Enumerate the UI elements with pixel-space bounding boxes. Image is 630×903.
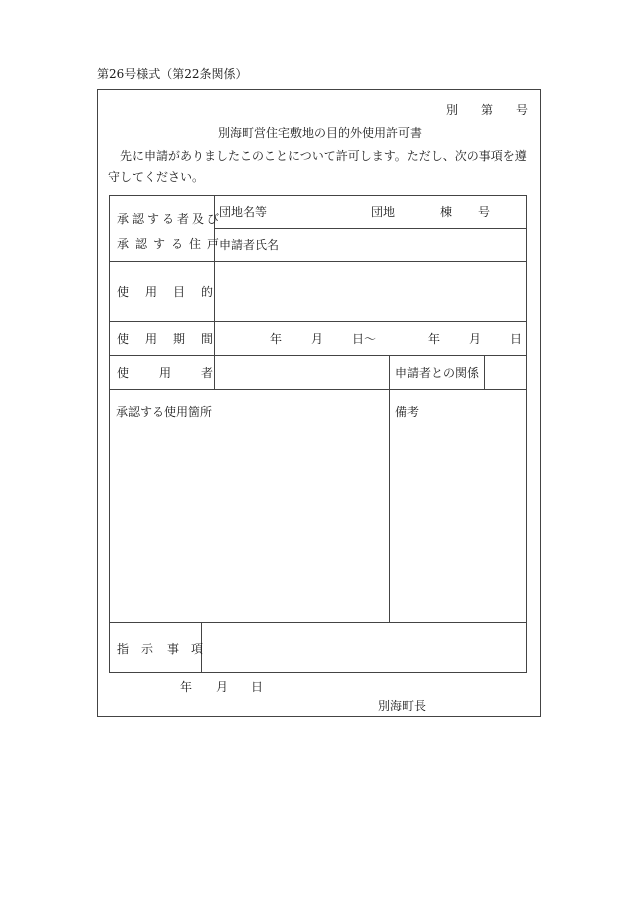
approver-char: 戸 xyxy=(207,237,220,251)
relation-field[interactable] xyxy=(487,358,523,386)
period-end-month: 月 xyxy=(469,332,482,346)
relation-label: 申請者との関係 xyxy=(395,366,480,380)
approver-char: 者 xyxy=(177,212,190,226)
location-field[interactable] xyxy=(113,425,385,618)
period-start-day: 日～ xyxy=(352,332,377,346)
period-start-year: 年 xyxy=(270,332,283,346)
row-divider-danchi xyxy=(214,228,527,229)
number-unit: 号 xyxy=(478,205,491,219)
remarks-field[interactable] xyxy=(393,425,523,618)
remarks-label: 備考 xyxy=(395,405,420,419)
row-divider-approver xyxy=(109,261,527,262)
approver-char: す xyxy=(153,237,166,251)
row-divider-purpose xyxy=(109,321,527,322)
purpose-char: 用 xyxy=(145,285,158,299)
user-char: 使 xyxy=(117,366,130,380)
approver-char: る xyxy=(171,237,184,251)
table-border-top xyxy=(109,195,527,196)
approver-char: 住 xyxy=(189,237,202,251)
table-border-right xyxy=(526,195,527,673)
intro-line-1: 先に申請がありましたこのことについて許可します。ただし、次の事項を遵 xyxy=(120,149,527,163)
period-char: 期 xyxy=(173,332,186,346)
approver-char: 承 xyxy=(117,212,130,226)
instructions-char: 項 xyxy=(191,642,204,656)
approver-char: 認 xyxy=(135,237,148,251)
period-end-year: 年 xyxy=(428,332,441,346)
danchi-name-label: 団地名等 xyxy=(219,205,268,219)
purpose-char: 使 xyxy=(117,285,130,299)
user-label-divider xyxy=(214,355,215,389)
location-label: 承認する使用箇所 xyxy=(116,405,213,419)
date-month: 月 xyxy=(216,680,229,694)
row-divider-period xyxy=(109,355,527,356)
intro-line-2: 守してください。 xyxy=(108,170,205,184)
form-reference: 第26号様式（第22条関係） xyxy=(97,67,248,81)
danchi-name-field[interactable] xyxy=(290,201,365,223)
approver-char: 及 xyxy=(192,212,205,226)
date-day: 日 xyxy=(251,680,264,694)
doc-number-prefix: 別 xyxy=(446,103,459,117)
instructions-char: 事 xyxy=(167,642,180,656)
table-border-left xyxy=(109,195,110,673)
purpose-char: 的 xyxy=(201,285,214,299)
document-title: 別海町営住宅敷地の目的外使用許可書 xyxy=(218,126,423,140)
period-start-month: 月 xyxy=(311,332,324,346)
issuer: 別海町長 xyxy=(378,699,427,713)
user-field[interactable] xyxy=(218,358,386,386)
user-char: 用 xyxy=(159,366,172,380)
relation-divider xyxy=(484,355,485,389)
danchi-unit: 団地 xyxy=(371,205,396,219)
approver-char: び xyxy=(207,212,220,226)
instructions-char: 示 xyxy=(141,642,154,656)
purpose-char: 目 xyxy=(173,285,186,299)
approver-char: 承 xyxy=(117,237,130,251)
location-remarks-divider xyxy=(389,355,390,623)
period-char: 間 xyxy=(201,332,214,346)
table-border-bottom xyxy=(109,672,527,673)
period-char: 使 xyxy=(117,332,130,346)
doc-number-go: 号 xyxy=(516,103,529,117)
building-unit: 棟 xyxy=(440,205,453,219)
approver-char: る xyxy=(162,212,175,226)
instructions-field[interactable] xyxy=(205,626,523,669)
purpose-field[interactable] xyxy=(218,265,523,318)
approver-char: 認 xyxy=(132,212,145,226)
instructions-char: 指 xyxy=(117,642,130,656)
period-char: 用 xyxy=(145,332,158,346)
applicant-name-label: 申請者氏名 xyxy=(219,238,280,252)
applicant-name-field[interactable] xyxy=(285,232,523,258)
period-end-day: 日 xyxy=(510,332,523,346)
row-divider-user xyxy=(109,389,527,390)
date-year: 年 xyxy=(180,680,193,694)
row-divider-location xyxy=(109,622,527,623)
doc-number-dai: 第 xyxy=(481,103,494,117)
approver-char: す xyxy=(147,212,160,226)
user-char: 者 xyxy=(201,366,214,380)
